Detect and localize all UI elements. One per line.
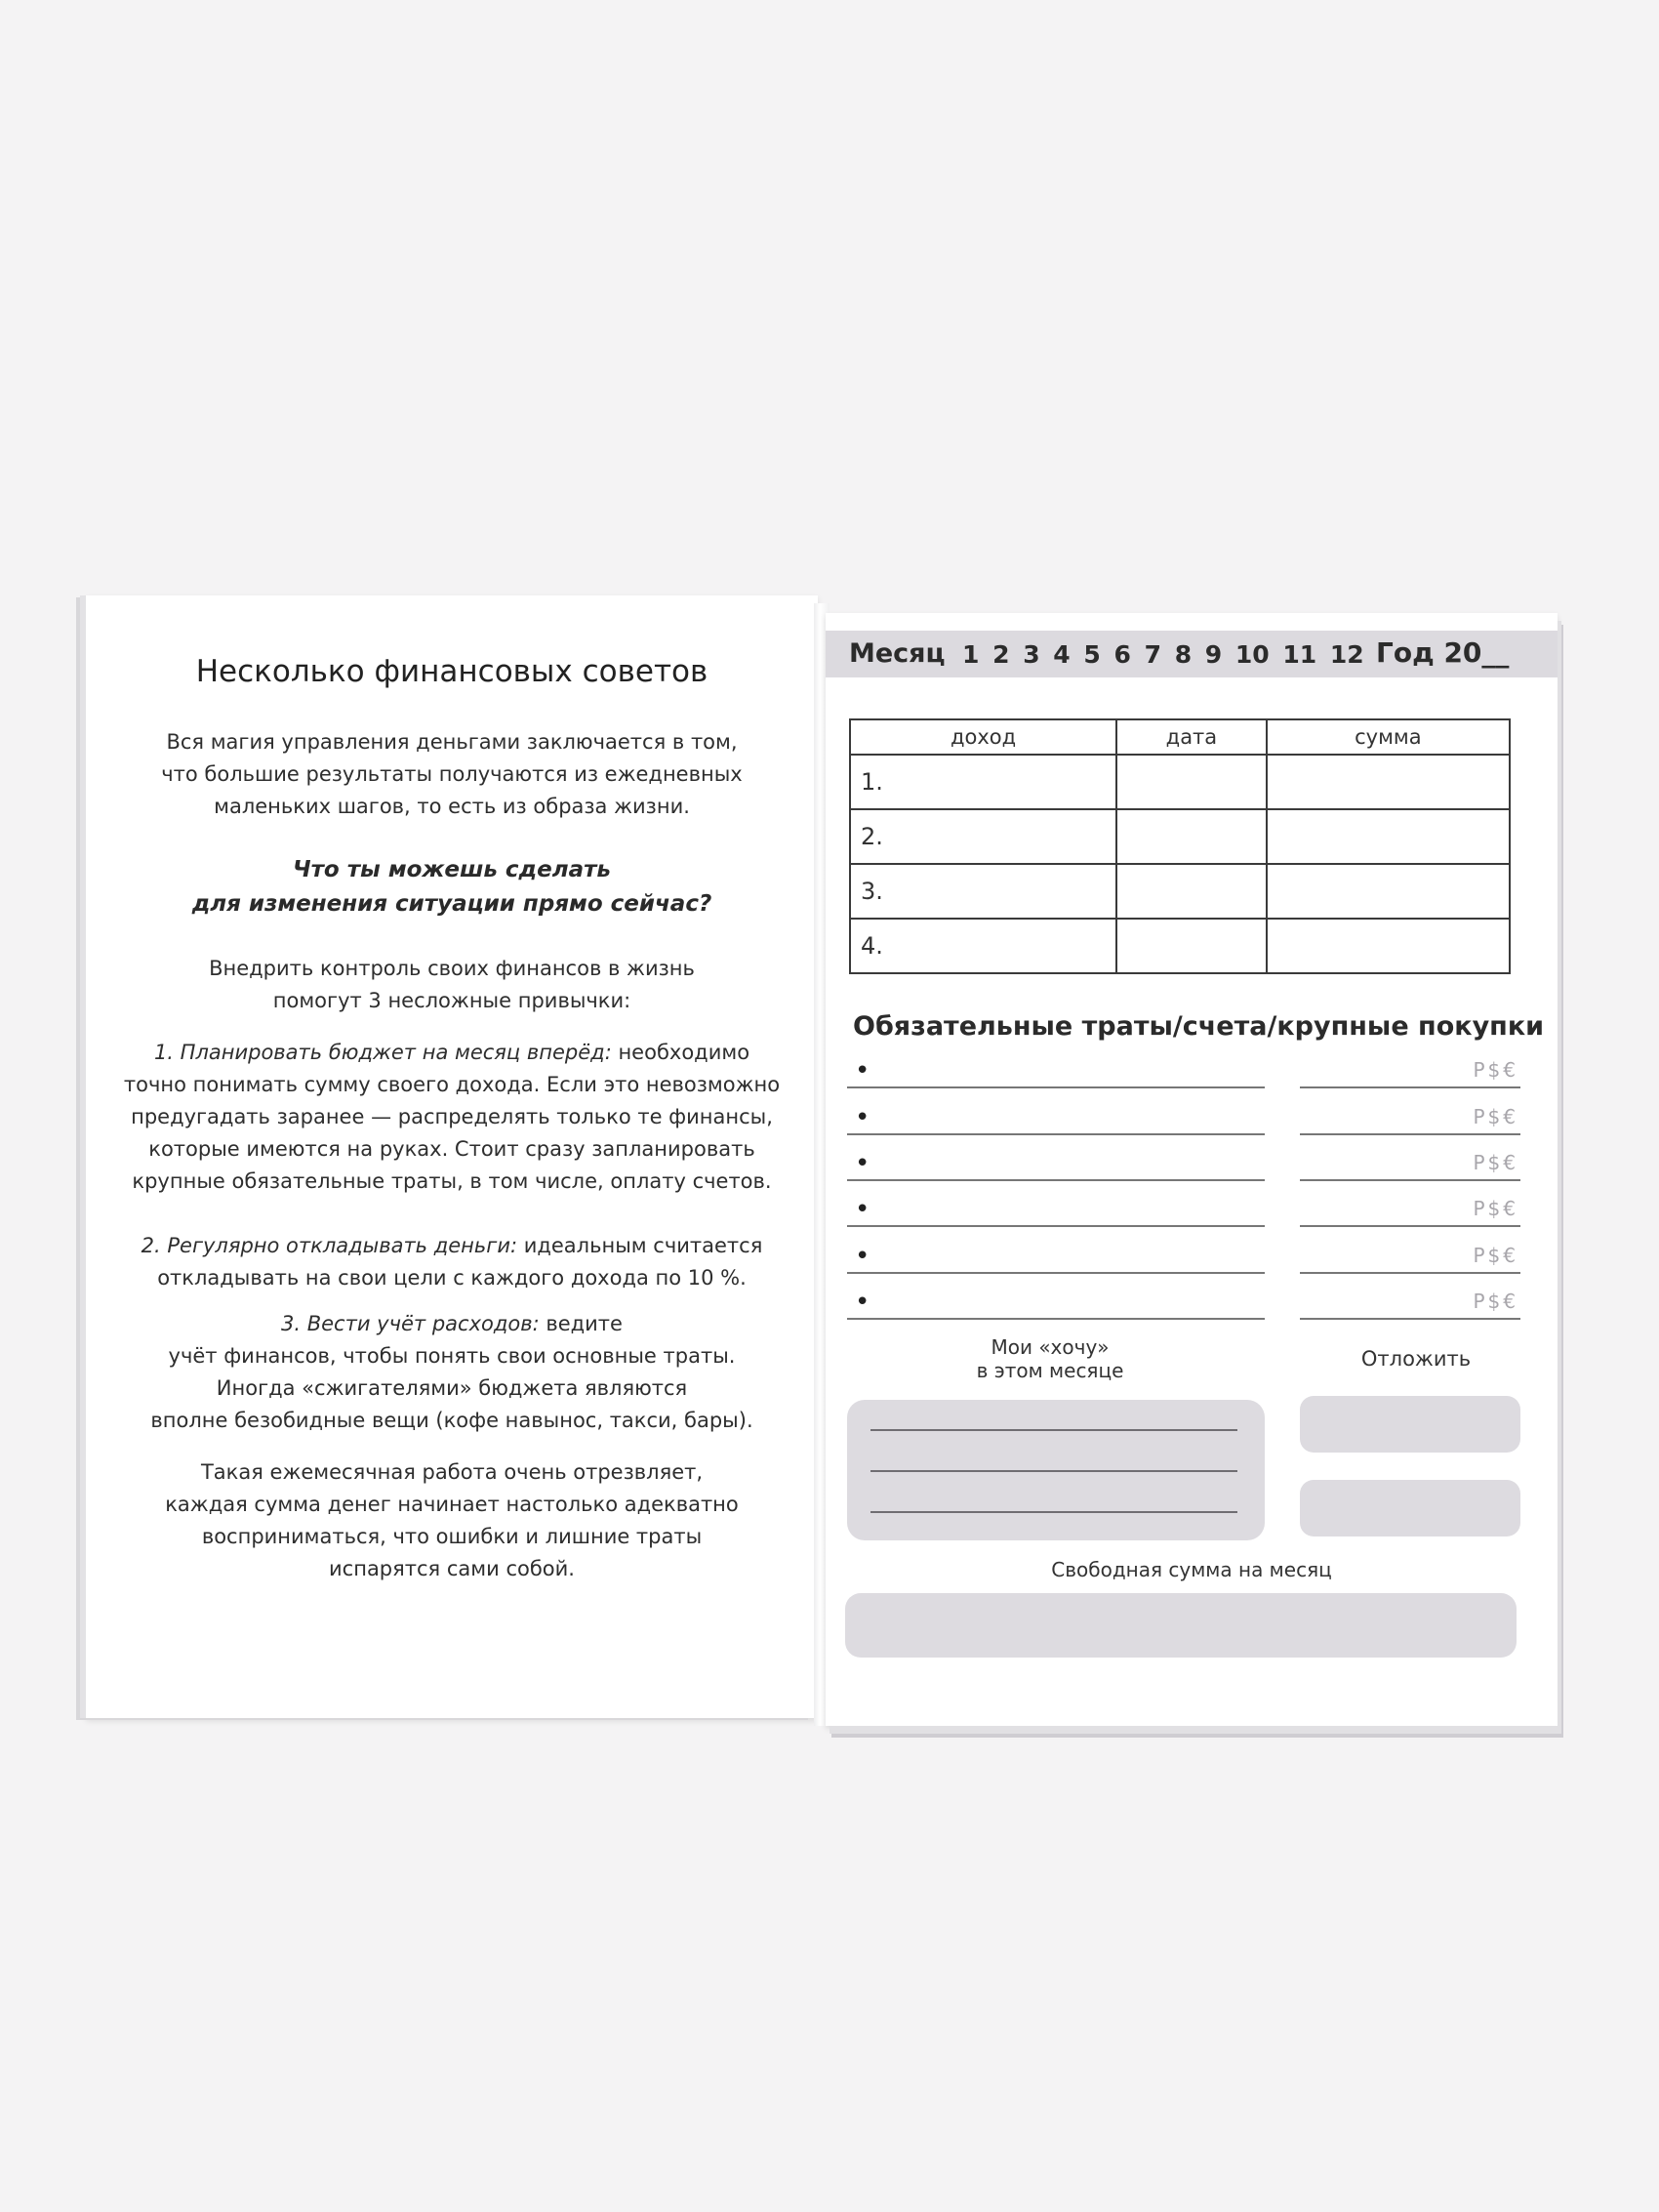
currency-symbols: Р$€ xyxy=(1473,1151,1518,1174)
habit-1: 1. Планировать бюджет на месяц вперёд: необходимо точно понимать сумму своего дохода. Если это невозможно предугадать заранее — распределять только те финансы, которые имеются на руках. Стоит сразу запланировать крупные обязательные траты, в том числе, оплату счетов. xyxy=(123,1041,781,1193)
expense-line[interactable] xyxy=(826,1193,1558,1238)
currency-symbols: Р$€ xyxy=(1473,1105,1518,1128)
currency-symbols: Р$€ xyxy=(1473,1244,1518,1267)
page-title: Несколько финансовых советов xyxy=(195,654,708,689)
left-page xyxy=(86,595,818,1718)
currency-symbols: Р$€ xyxy=(1473,1197,1518,1220)
save-box[interactable] xyxy=(1300,1396,1520,1453)
table-row[interactable]: 3. xyxy=(850,864,1510,919)
bullet-icon: • xyxy=(855,1288,870,1317)
currency-symbols: Р$€ xyxy=(1473,1058,1518,1082)
table-row[interactable]: 1. xyxy=(850,755,1510,809)
month-selector[interactable]: 1 2 3 4 5 6 7 8 9 10 11 12 xyxy=(962,640,1364,669)
habit-2: 2. Регулярно откладывать деньги: идеальным считается откладывать на свои цели с каждого дохода по 10 %. xyxy=(141,1234,763,1290)
bullet-icon: • xyxy=(855,1242,870,1271)
expense-line[interactable] xyxy=(826,1147,1558,1192)
intro-paragraph: Вся магия управления деньгами заключается в том, что большие результаты получаются из ежедневных маленьких шагов, то есть из образа жизни. xyxy=(161,730,743,818)
bullet-icon: • xyxy=(855,1149,870,1178)
year-field[interactable]: Год 20__ xyxy=(1376,636,1510,669)
bullet-icon: • xyxy=(855,1195,870,1224)
save-box[interactable] xyxy=(1300,1480,1520,1536)
expense-line[interactable] xyxy=(826,1101,1558,1146)
habits-intro: Внедрить контроль своих финансов в жизнь помогут 3 несложные привычки: xyxy=(209,957,695,1012)
col-income: доход xyxy=(850,719,1116,755)
month-label: Месяц xyxy=(849,638,946,669)
wants-box[interactable] xyxy=(847,1400,1265,1540)
table-row[interactable]: 2. xyxy=(850,809,1510,864)
income-table xyxy=(849,718,1511,974)
habit-3: 3. Вести учёт расходов: ведите учёт финансов, чтобы понять свои основные траты. Иногда «сжигателями» бюджета являются вполне безобидные вещи (кофе навынос, такси, бары). xyxy=(150,1312,753,1432)
obligatory-expenses-title: Обязательные траты/счета/крупные покупки xyxy=(853,1011,1545,1042)
free-amount-label: Свободная сумма на месяц xyxy=(1051,1558,1332,1581)
free-amount-box[interactable] xyxy=(845,1593,1517,1658)
col-date: дата xyxy=(1116,719,1267,755)
save-label: Отложить xyxy=(1360,1347,1472,1371)
table-row[interactable]: 4. xyxy=(850,919,1510,973)
currency-symbols: Р$€ xyxy=(1473,1290,1518,1313)
right-page xyxy=(826,613,1558,1726)
table-header-row xyxy=(850,719,1510,755)
wants-label: Мои «хочу» в этом месяце xyxy=(976,1335,1124,1382)
open-planner-book xyxy=(80,595,1559,1730)
expense-line[interactable] xyxy=(826,1054,1558,1099)
expense-line[interactable] xyxy=(826,1240,1558,1285)
conclusion-paragraph: Такая ежемесячная работа очень отрезвляет, каждая сумма денег начинает настолько адекватно восприниматься, что ошибки и лишние траты испарятся сами собой. xyxy=(165,1460,739,1580)
bullet-icon: • xyxy=(855,1103,870,1132)
bullet-icon: • xyxy=(855,1056,870,1086)
col-amount: сумма xyxy=(1267,719,1510,755)
expense-line[interactable] xyxy=(826,1286,1558,1331)
question-heading: Что ты можешь сделать для изменения ситуации прямо сейчас? xyxy=(191,857,712,917)
